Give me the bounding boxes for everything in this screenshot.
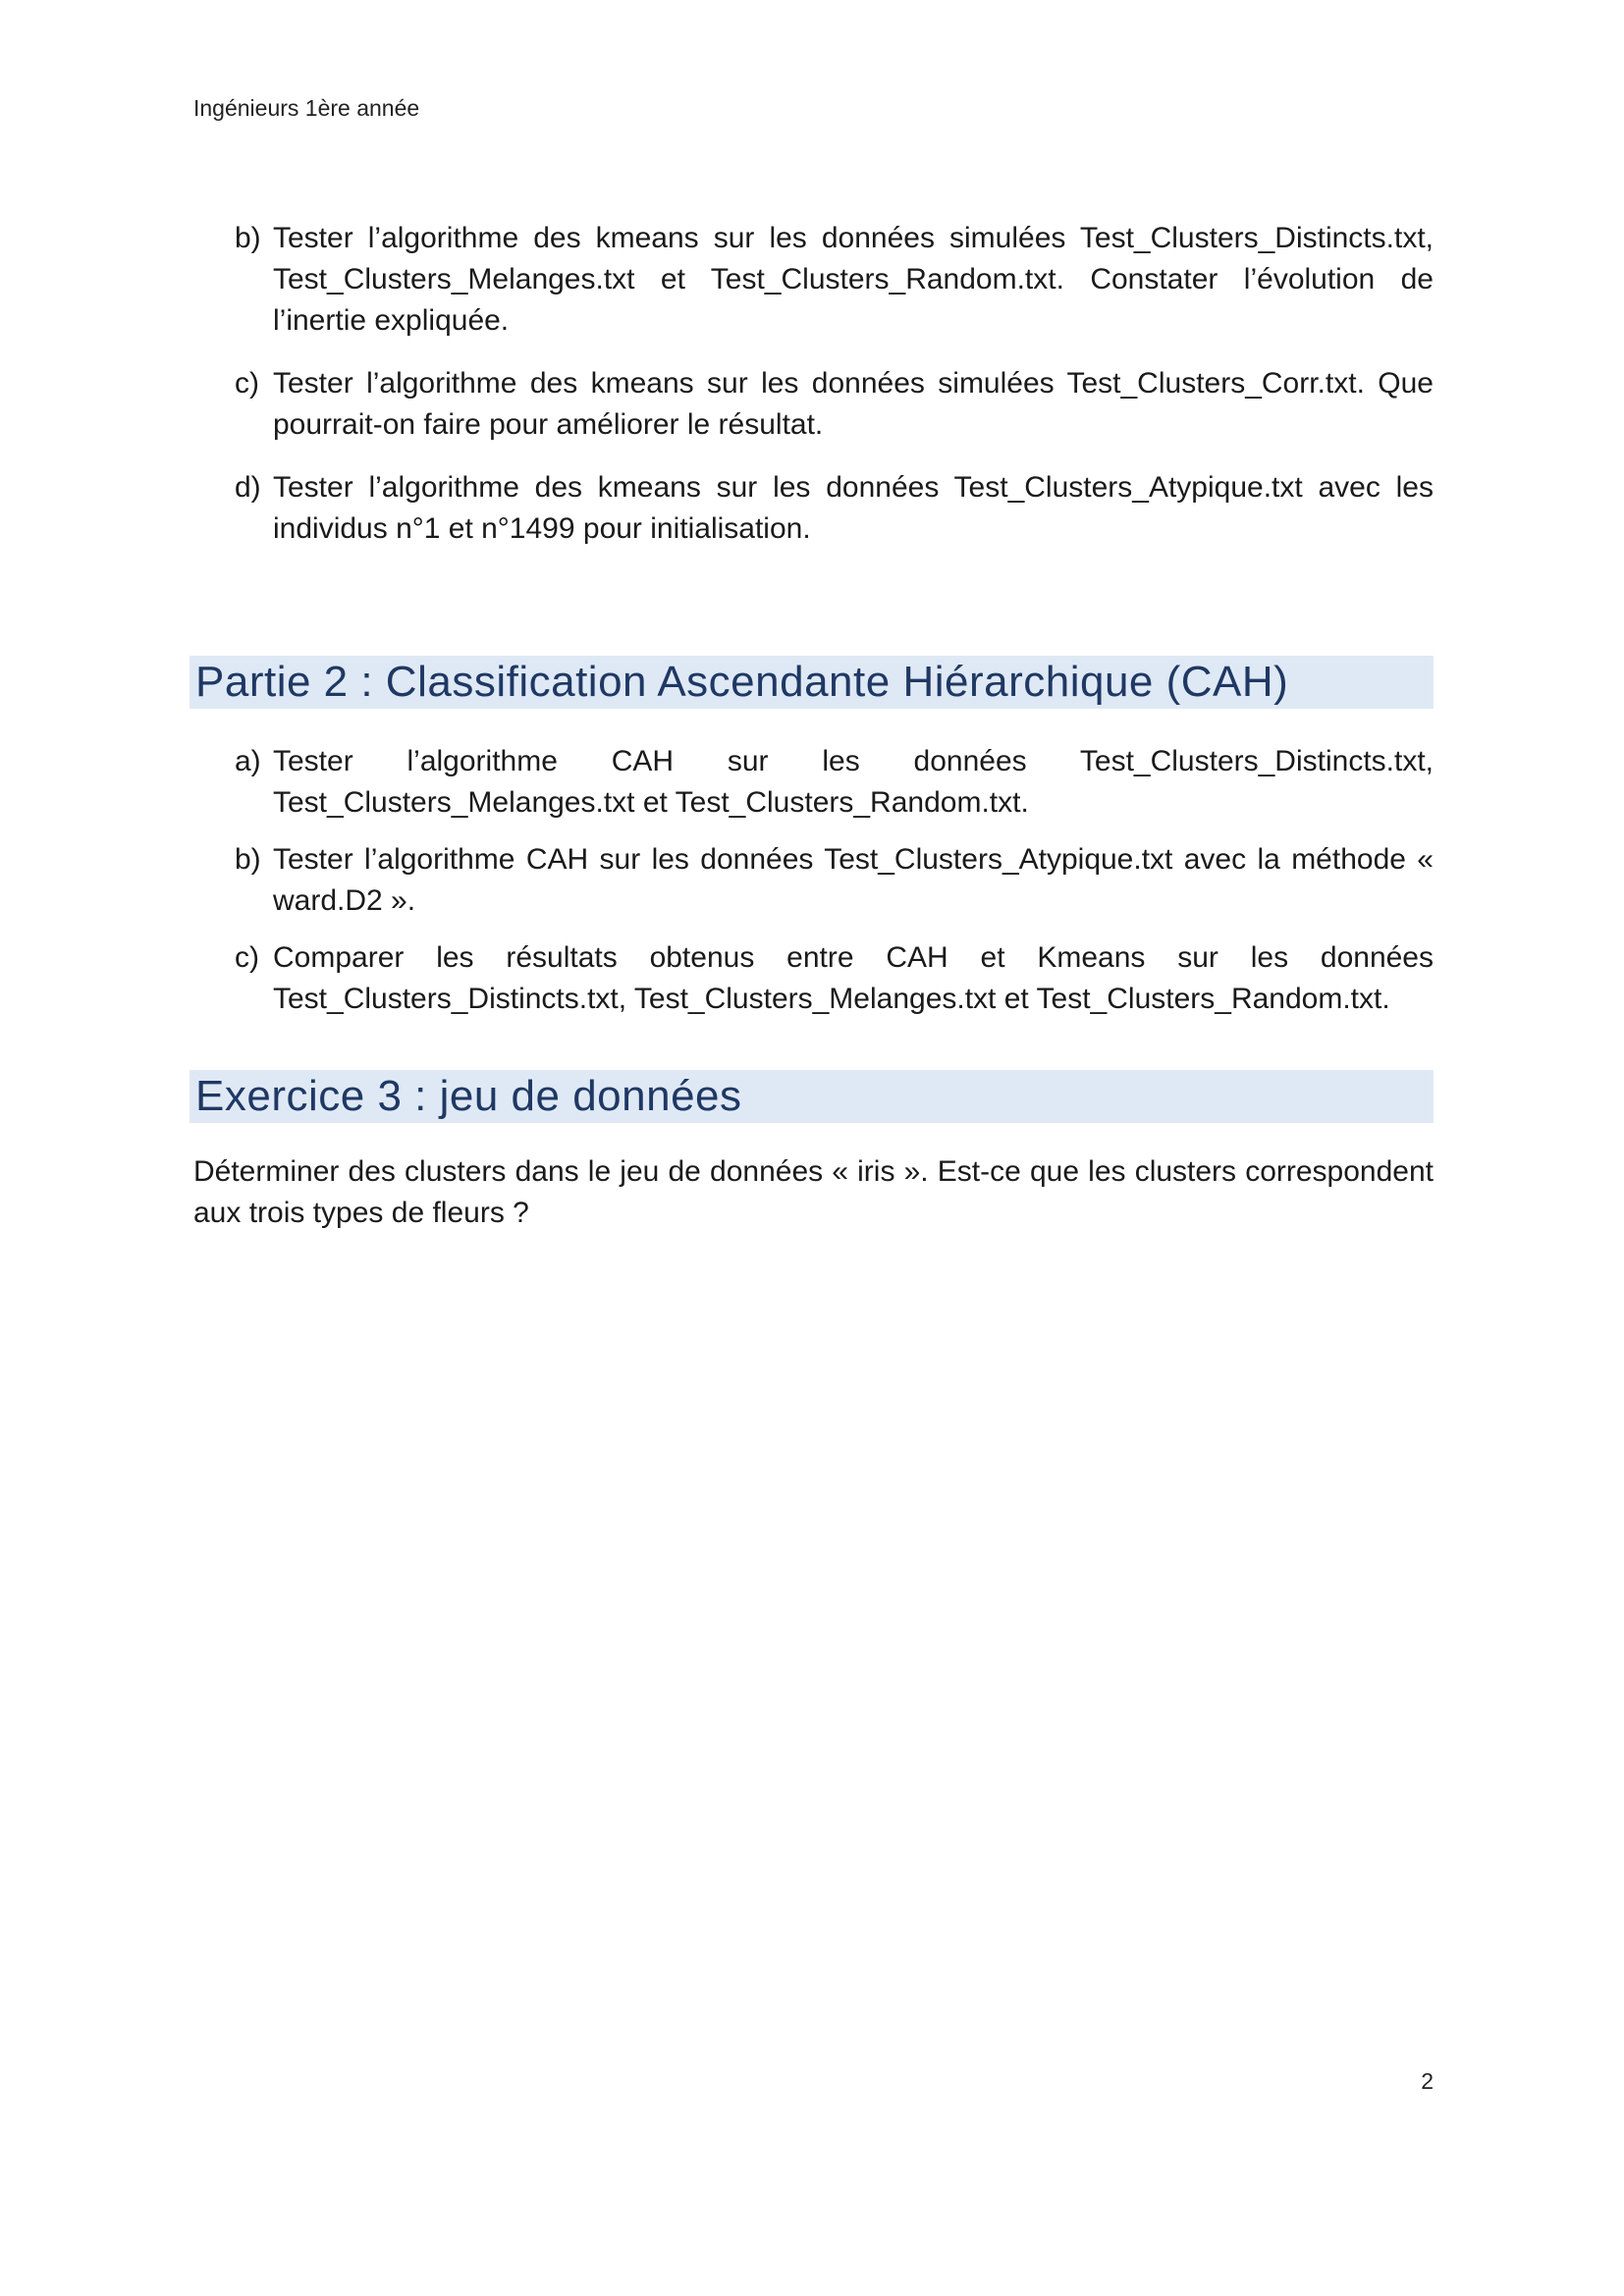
list-item-part2-a bbox=[193, 741, 1434, 824]
part2-list bbox=[193, 741, 1434, 1020]
exercice3-paragraph: Déterminer des clusters dans le jeu de données « iris ». Est-ce que les clusters correspondent aux trois types de fleurs ? bbox=[193, 1155, 1434, 1229]
list-marker: b) bbox=[235, 222, 261, 254]
list-item-part1-c bbox=[193, 363, 1434, 446]
list-marker: b) bbox=[235, 843, 261, 876]
list-item-text: Tester l’algorithme des kmeans sur les données simulées Test_Clusters_Corr.txt. Que pourrait-on faire pour améliorer le résultat. bbox=[273, 367, 1434, 441]
list-item-part2-b bbox=[193, 839, 1434, 922]
list-marker: c) bbox=[235, 367, 259, 400]
section-heading-exercice-3: Exercice 3 : jeu de données bbox=[189, 1070, 1434, 1123]
page-number: 2 bbox=[1421, 2068, 1434, 2094]
list-marker: d) bbox=[235, 471, 261, 504]
list-marker: c) bbox=[235, 941, 259, 974]
running-header: Ingénieurs 1ère année bbox=[193, 95, 420, 121]
list-item-part1-d bbox=[193, 467, 1434, 550]
list-item-text: Tester l’algorithme des kmeans sur les données Test_Clusters_Atypique.txt avec les individus n°1 et n°1499 pour initialisation. bbox=[273, 471, 1434, 545]
list-item-text: Tester l’algorithme des kmeans sur les données simulées Test_Clusters_Distincts.txt, Test_Clusters_Melanges.txt et Test_Clusters_Random.txt. Constater l’évolution de l’inertie expliquée. bbox=[273, 222, 1434, 337]
list-item-part2-c bbox=[193, 937, 1434, 1020]
section-heading-partie-2: Partie 2 : Classification Ascendante Hiérarchique (CAH) bbox=[189, 656, 1434, 709]
list-item-text: Tester l’algorithme CAH sur les données Test_Clusters_Atypique.txt avec la méthode « ward.D2 ». bbox=[273, 843, 1434, 917]
list-item-text: Comparer les résultats obtenus entre CAH et Kmeans sur les données Test_Clusters_Distincts.txt, Test_Clusters_Melanges.txt et Test_Clusters_Random.txt. bbox=[273, 941, 1434, 1015]
list-item-text: Tester l’algorithme CAH sur les données Test_Clusters_Distincts.txt, Test_Clusters_Melanges.txt et Test_Clusters_Random.txt. bbox=[273, 745, 1434, 819]
list-item-part1-b bbox=[193, 218, 1434, 342]
part1-list bbox=[193, 218, 1434, 550]
list-marker: a) bbox=[235, 745, 261, 777]
